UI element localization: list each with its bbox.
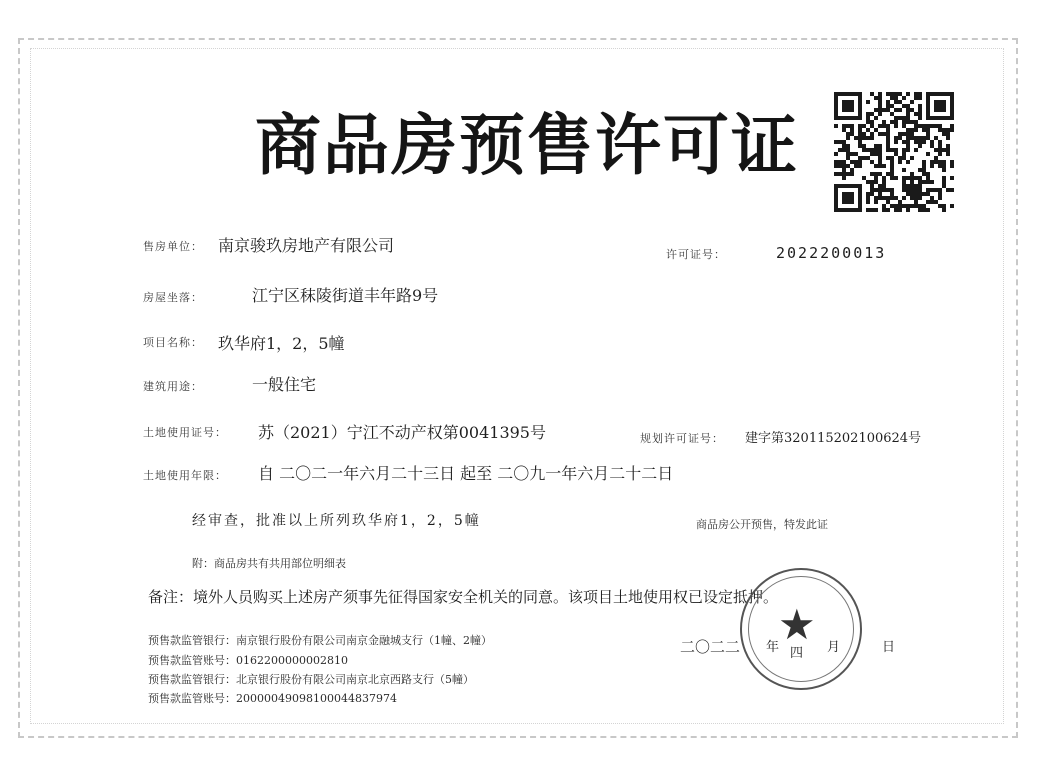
- usage-value: 一般住宅: [252, 375, 317, 394]
- bank-line-2: 预售款监管账号：0162200000002810: [148, 654, 348, 667]
- issue-date-year: 二〇二二: [680, 638, 741, 656]
- bank-line-4: 预售款监管账号：20000049098100044837974: [148, 692, 397, 705]
- land-term-label: 土地使用年限：: [143, 469, 227, 482]
- remark-text: 备注：境外人员购买上述房产须事先征得国家安全机关的同意。该项目土地使用权已设定抵押。: [148, 588, 779, 606]
- approval-issue: 商品房公开预售，特发此证: [696, 518, 828, 531]
- land-cert-value: 苏（2021）宁江不动产权第0041395号: [258, 423, 546, 442]
- attachment-note: 附：商品房共有共用部位明细表: [192, 557, 346, 570]
- issue-date-day-suffix: 日: [882, 640, 896, 655]
- permit-number-value: 2022200013: [776, 244, 887, 262]
- planning-permit-value: 建字第320115202100624号: [745, 431, 922, 446]
- project-label: 项目名称：: [143, 336, 203, 349]
- issue-date-year-suffix: 年: [766, 640, 780, 655]
- planning-permit-label: 规划许可证号：: [640, 432, 724, 445]
- issue-date-month-suffix: 月: [827, 640, 841, 655]
- issue-date-month: 四: [790, 646, 804, 661]
- official-seal-stamp: ★: [740, 568, 862, 690]
- bank-line-3: 预售款监管银行：北京银行股份有限公司南京北京西路支行（5幢）: [148, 673, 474, 686]
- land-term-value: 自 二〇二一年六月二十三日 起至 二〇九一年六月二十二日: [258, 464, 674, 483]
- approval-text: 经审查，批准以上所列玖华府1，2，5幢: [192, 513, 481, 529]
- certificate-title: 商品房预售许可证: [255, 107, 799, 184]
- location-value: 江宁区秣陵街道丰年路9号: [252, 286, 439, 305]
- qr-code-icon: [834, 92, 954, 212]
- bank-line-1: 预售款监管银行：南京银行股份有限公司南京金融城支行（1幢、2幢）: [148, 634, 492, 647]
- land-cert-label: 土地使用证号：: [143, 426, 227, 439]
- seller-label: 售房单位：: [143, 240, 203, 253]
- usage-label: 建筑用途：: [143, 380, 203, 393]
- permit-number-label: 许可证号：: [666, 248, 726, 261]
- location-label: 房屋坐落：: [143, 291, 203, 304]
- seller-value: 南京骏玖房地产有限公司: [218, 236, 395, 255]
- project-value: 玖华府1，2，5幢: [218, 334, 345, 353]
